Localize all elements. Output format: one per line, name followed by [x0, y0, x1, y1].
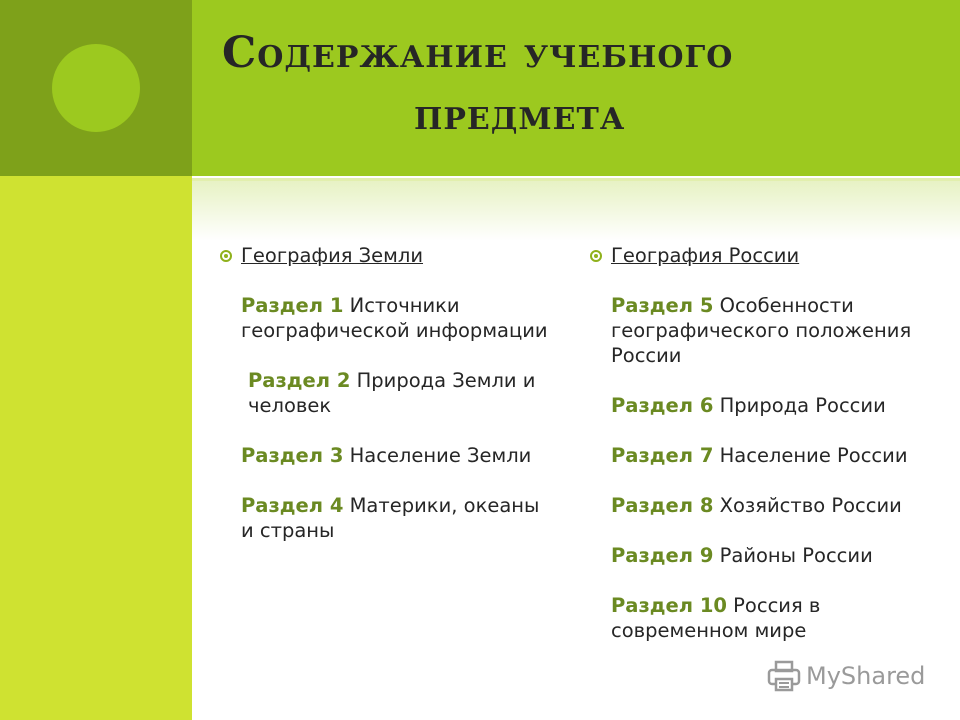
section-tag: Раздел 1	[241, 294, 344, 317]
right-column-heading	[590, 243, 950, 268]
section-item	[611, 393, 950, 418]
right-column	[590, 243, 950, 643]
gradient-band	[192, 181, 960, 241]
section-item	[241, 443, 550, 468]
section-tag: Раздел 7	[611, 444, 714, 467]
left-heading-text: География Земли	[241, 244, 424, 267]
bullet-icon	[220, 250, 232, 262]
section-text: Материки, океаны и страны	[241, 494, 540, 542]
section-text: Источники географической информации	[241, 294, 548, 342]
section-item	[611, 593, 950, 643]
section-item	[611, 443, 950, 468]
section-item	[611, 293, 950, 368]
section-tag: Раздел 4	[241, 494, 344, 517]
section-text: Россия в современном мире	[611, 594, 821, 642]
section-item	[611, 493, 950, 518]
left-column	[220, 243, 550, 543]
section-text: Хозяйство России	[713, 494, 902, 517]
right-heading-text: География России	[611, 244, 800, 267]
section-text: Природа России	[713, 394, 886, 417]
section-tag: Раздел 3	[241, 444, 344, 467]
watermark	[766, 658, 926, 694]
section-tag: Раздел 9	[611, 544, 714, 567]
decorative-circle	[52, 44, 140, 132]
section-tag: Раздел 6	[611, 394, 714, 417]
side-band	[0, 176, 192, 720]
section-text: Население Земли	[343, 444, 532, 467]
corner-block	[0, 0, 192, 176]
section-tag: Раздел 10	[611, 594, 727, 617]
section-text: Районы России	[713, 544, 873, 567]
section-tag: Раздел 5	[611, 294, 714, 317]
section-item	[611, 543, 950, 568]
left-column-heading	[220, 243, 550, 268]
title-line-2: предмета	[414, 90, 626, 140]
section-item	[241, 493, 550, 543]
printer-icon	[766, 658, 802, 694]
section-text: Природа Земли и человек	[248, 369, 536, 417]
section-item	[241, 293, 550, 343]
slide-title	[222, 22, 942, 146]
section-tag: Раздел 8	[611, 494, 714, 517]
title-line-1: Содержание учебного	[222, 28, 734, 78]
section-tag: Раздел 2	[248, 369, 351, 392]
watermark-text: MyShared	[806, 662, 926, 690]
bullet-icon	[590, 250, 602, 262]
section-text: Население России	[713, 444, 908, 467]
section-text: Особенности географического положения России	[611, 294, 912, 367]
section-item	[241, 368, 550, 418]
